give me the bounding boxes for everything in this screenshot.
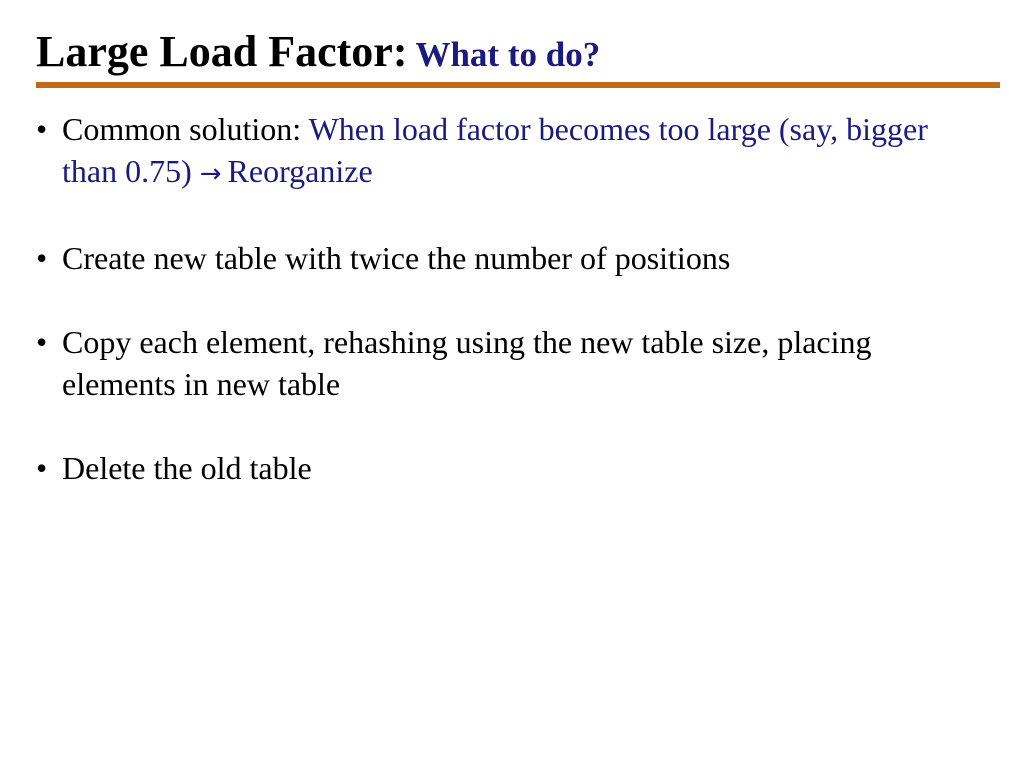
bullet-text: Copy each element, rehashing using the new table size, placing elements in new table [62,324,872,402]
bullet-dot: • [36,324,48,360]
bullet-text: Create new table with twice the number of positions [62,240,731,276]
slide-title [36,28,600,76]
bullet-lead-text: Common solution: [62,111,309,147]
bullet-item-create-table [36,237,976,279]
bullet-emphasis-text: When load factor becomes too large (say, bigger than 0.75) [62,111,928,189]
right-arrow-icon: → [199,159,222,189]
bullet-dot: • [36,450,48,486]
title-divider-rule [36,82,1000,88]
slide-title-main: Large Load Factor: [36,27,408,76]
bullet-item-copy-elements [36,321,976,405]
bullet-item-common-solution [36,108,976,195]
bullet-dot: • [36,240,48,276]
bullet-item-delete-table [36,447,976,489]
bullet-tail-text: Reorganize [227,153,373,189]
bullet-list [36,108,976,489]
slide-title-subtitle: What to do? [415,35,601,74]
bullet-dot: • [36,111,48,147]
bullet-text: Delete the old table [62,450,312,486]
